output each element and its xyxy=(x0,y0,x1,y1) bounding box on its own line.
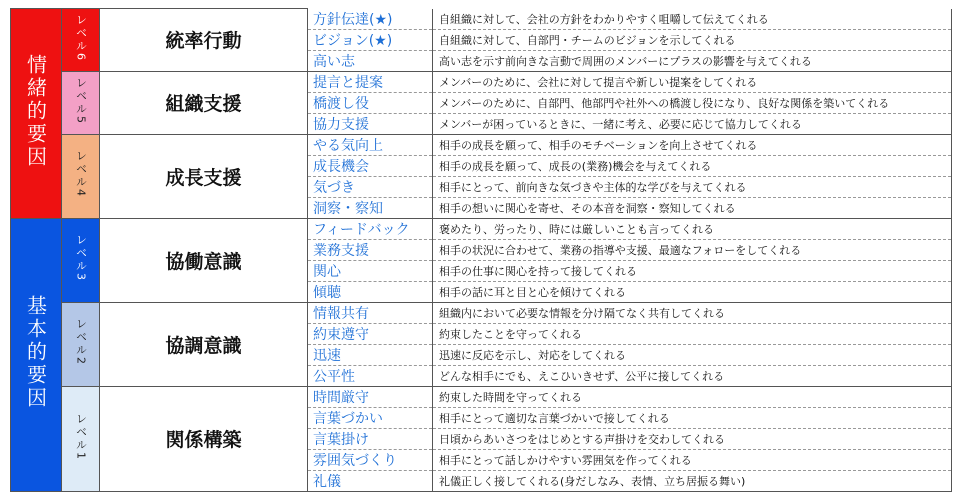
level-name: 統率行動 xyxy=(100,9,308,72)
level-cell xyxy=(62,134,100,218)
table-row xyxy=(11,9,952,30)
level-cell xyxy=(62,9,100,72)
behavior-description: 相手にとって、前向きな気づきや主体的な学びを与えてくれる xyxy=(433,176,952,197)
level-name: 成長支援 xyxy=(100,134,308,218)
behavior-item: 雰囲気づくり xyxy=(308,449,433,470)
behavior-description: 礼儀正しく接してくれる(身だしなみ、表情、立ち居振る舞い) xyxy=(433,470,952,491)
behavior-item: 気づき xyxy=(308,176,433,197)
behavior-description: 相手にとって話しかけやすい雰囲気を作ってくれる xyxy=(433,449,952,470)
behavior-item: 洞察・察知 xyxy=(308,197,433,218)
behavior-description: 相手の話に耳と目と心を傾けてくれる xyxy=(433,281,952,302)
category-cell xyxy=(11,9,62,219)
behavior-description: メンバーのために、会社に対して提言や新しい提案をしてくれる xyxy=(433,71,952,92)
category-label: 情緒的要因 xyxy=(23,53,48,169)
behavior-description: 褒めたり、労ったり、時には厳しいことも言ってくれる xyxy=(433,218,952,239)
competency-table-frame xyxy=(10,8,951,490)
behavior-item: 迅速 xyxy=(308,344,433,365)
level-label: レベル4 xyxy=(74,150,88,198)
level-label: レベル2 xyxy=(74,318,88,366)
level-label: レベル5 xyxy=(74,76,88,125)
behavior-description: 自組織に対して、会社の方針をわかりやすく咀嚼して伝えてくれる xyxy=(433,9,952,30)
behavior-item: 提言と提案 xyxy=(308,71,433,92)
behavior-description: 高い志を示す前向きな言動で周囲のメンバーにプラスの影響を与えてくれる xyxy=(433,50,952,71)
behavior-description: 迅速に反応を示し、対応をしてくれる xyxy=(433,344,952,365)
level-label: レベル3 xyxy=(74,234,88,282)
behavior-description: 相手にとって適切な言葉づかいで接してくれる xyxy=(433,407,952,428)
behavior-item: 関心 xyxy=(308,260,433,281)
behavior-item: 協力支援 xyxy=(308,113,433,134)
behavior-description: 自組織に対して、自部門・チームのビジョンを示してくれる xyxy=(433,29,952,50)
category-label: 基本的要因 xyxy=(23,295,48,410)
table-row xyxy=(11,71,952,92)
level-name: 関係構築 xyxy=(100,386,308,491)
behavior-description: 相手の想いに関心を寄せ、その本音を洞察・察知してくれる xyxy=(433,197,952,218)
behavior-item: 業務支援 xyxy=(308,239,433,260)
behavior-item: 礼儀 xyxy=(308,470,433,491)
level-cell xyxy=(62,218,100,302)
behavior-description: メンバーのために、自部門、他部門や社外への橋渡し役になり、良好な関係を築いてくれる xyxy=(433,92,952,113)
behavior-description: 相手の成長を願って、成長の(業務)機会を与えてくれる xyxy=(433,155,952,176)
level-label: レベル1 xyxy=(74,412,88,461)
behavior-item: 公平性 xyxy=(308,365,433,386)
behavior-description: 約束した時間を守ってくれる xyxy=(433,386,952,407)
behavior-item: 言葉掛け xyxy=(308,428,433,449)
behavior-item: ビジョン(★) xyxy=(308,29,433,50)
table-row xyxy=(11,134,952,155)
behavior-item: 情報共有 xyxy=(308,302,433,323)
table-row xyxy=(11,218,952,239)
behavior-item: フィードバック xyxy=(308,218,433,239)
level-cell xyxy=(62,71,100,134)
behavior-item: 高い志 xyxy=(308,50,433,71)
level-cell xyxy=(62,386,100,491)
behavior-item: 成長機会 xyxy=(308,155,433,176)
behavior-description: 組織内において必要な情報を分け隔てなく共有してくれる xyxy=(433,302,952,323)
behavior-item: やる気向上 xyxy=(308,134,433,155)
table-row xyxy=(11,386,952,407)
level-name: 組織支援 xyxy=(100,71,308,134)
level-name: 協働意識 xyxy=(100,218,308,302)
behavior-description: 日頃からあいさつをはじめとする声掛けを交わしてくれる xyxy=(433,428,952,449)
behavior-description: 相手の仕事に関心を持って接してくれる xyxy=(433,260,952,281)
table-row xyxy=(11,302,952,323)
behavior-description: 相手の成長を願って、相手のモチベーションを向上させてくれる xyxy=(433,134,952,155)
behavior-item: 約束遵守 xyxy=(308,323,433,344)
behavior-item: 時間厳守 xyxy=(308,386,433,407)
behavior-description: どんな相手にでも、えこひいきせず、公平に接してくれる xyxy=(433,365,952,386)
level-cell xyxy=(62,302,100,386)
competency-table xyxy=(10,8,952,492)
behavior-description: 相手の状況に合わせて、業務の指導や支援、最適なフォローをしてくれる xyxy=(433,239,952,260)
level-name: 協調意識 xyxy=(100,302,308,386)
behavior-item: 言葉づかい xyxy=(308,407,433,428)
category-cell xyxy=(11,218,62,491)
behavior-item: 橋渡し役 xyxy=(308,92,433,113)
behavior-description: メンバーが困っているときに、一緒に考え、必要に応じて協力してくれる xyxy=(433,113,952,134)
level-label: レベル6 xyxy=(74,13,88,62)
behavior-item: 方針伝達(★) xyxy=(308,9,433,30)
behavior-item: 傾聴 xyxy=(308,281,433,302)
behavior-description: 約束したことを守ってくれる xyxy=(433,323,952,344)
